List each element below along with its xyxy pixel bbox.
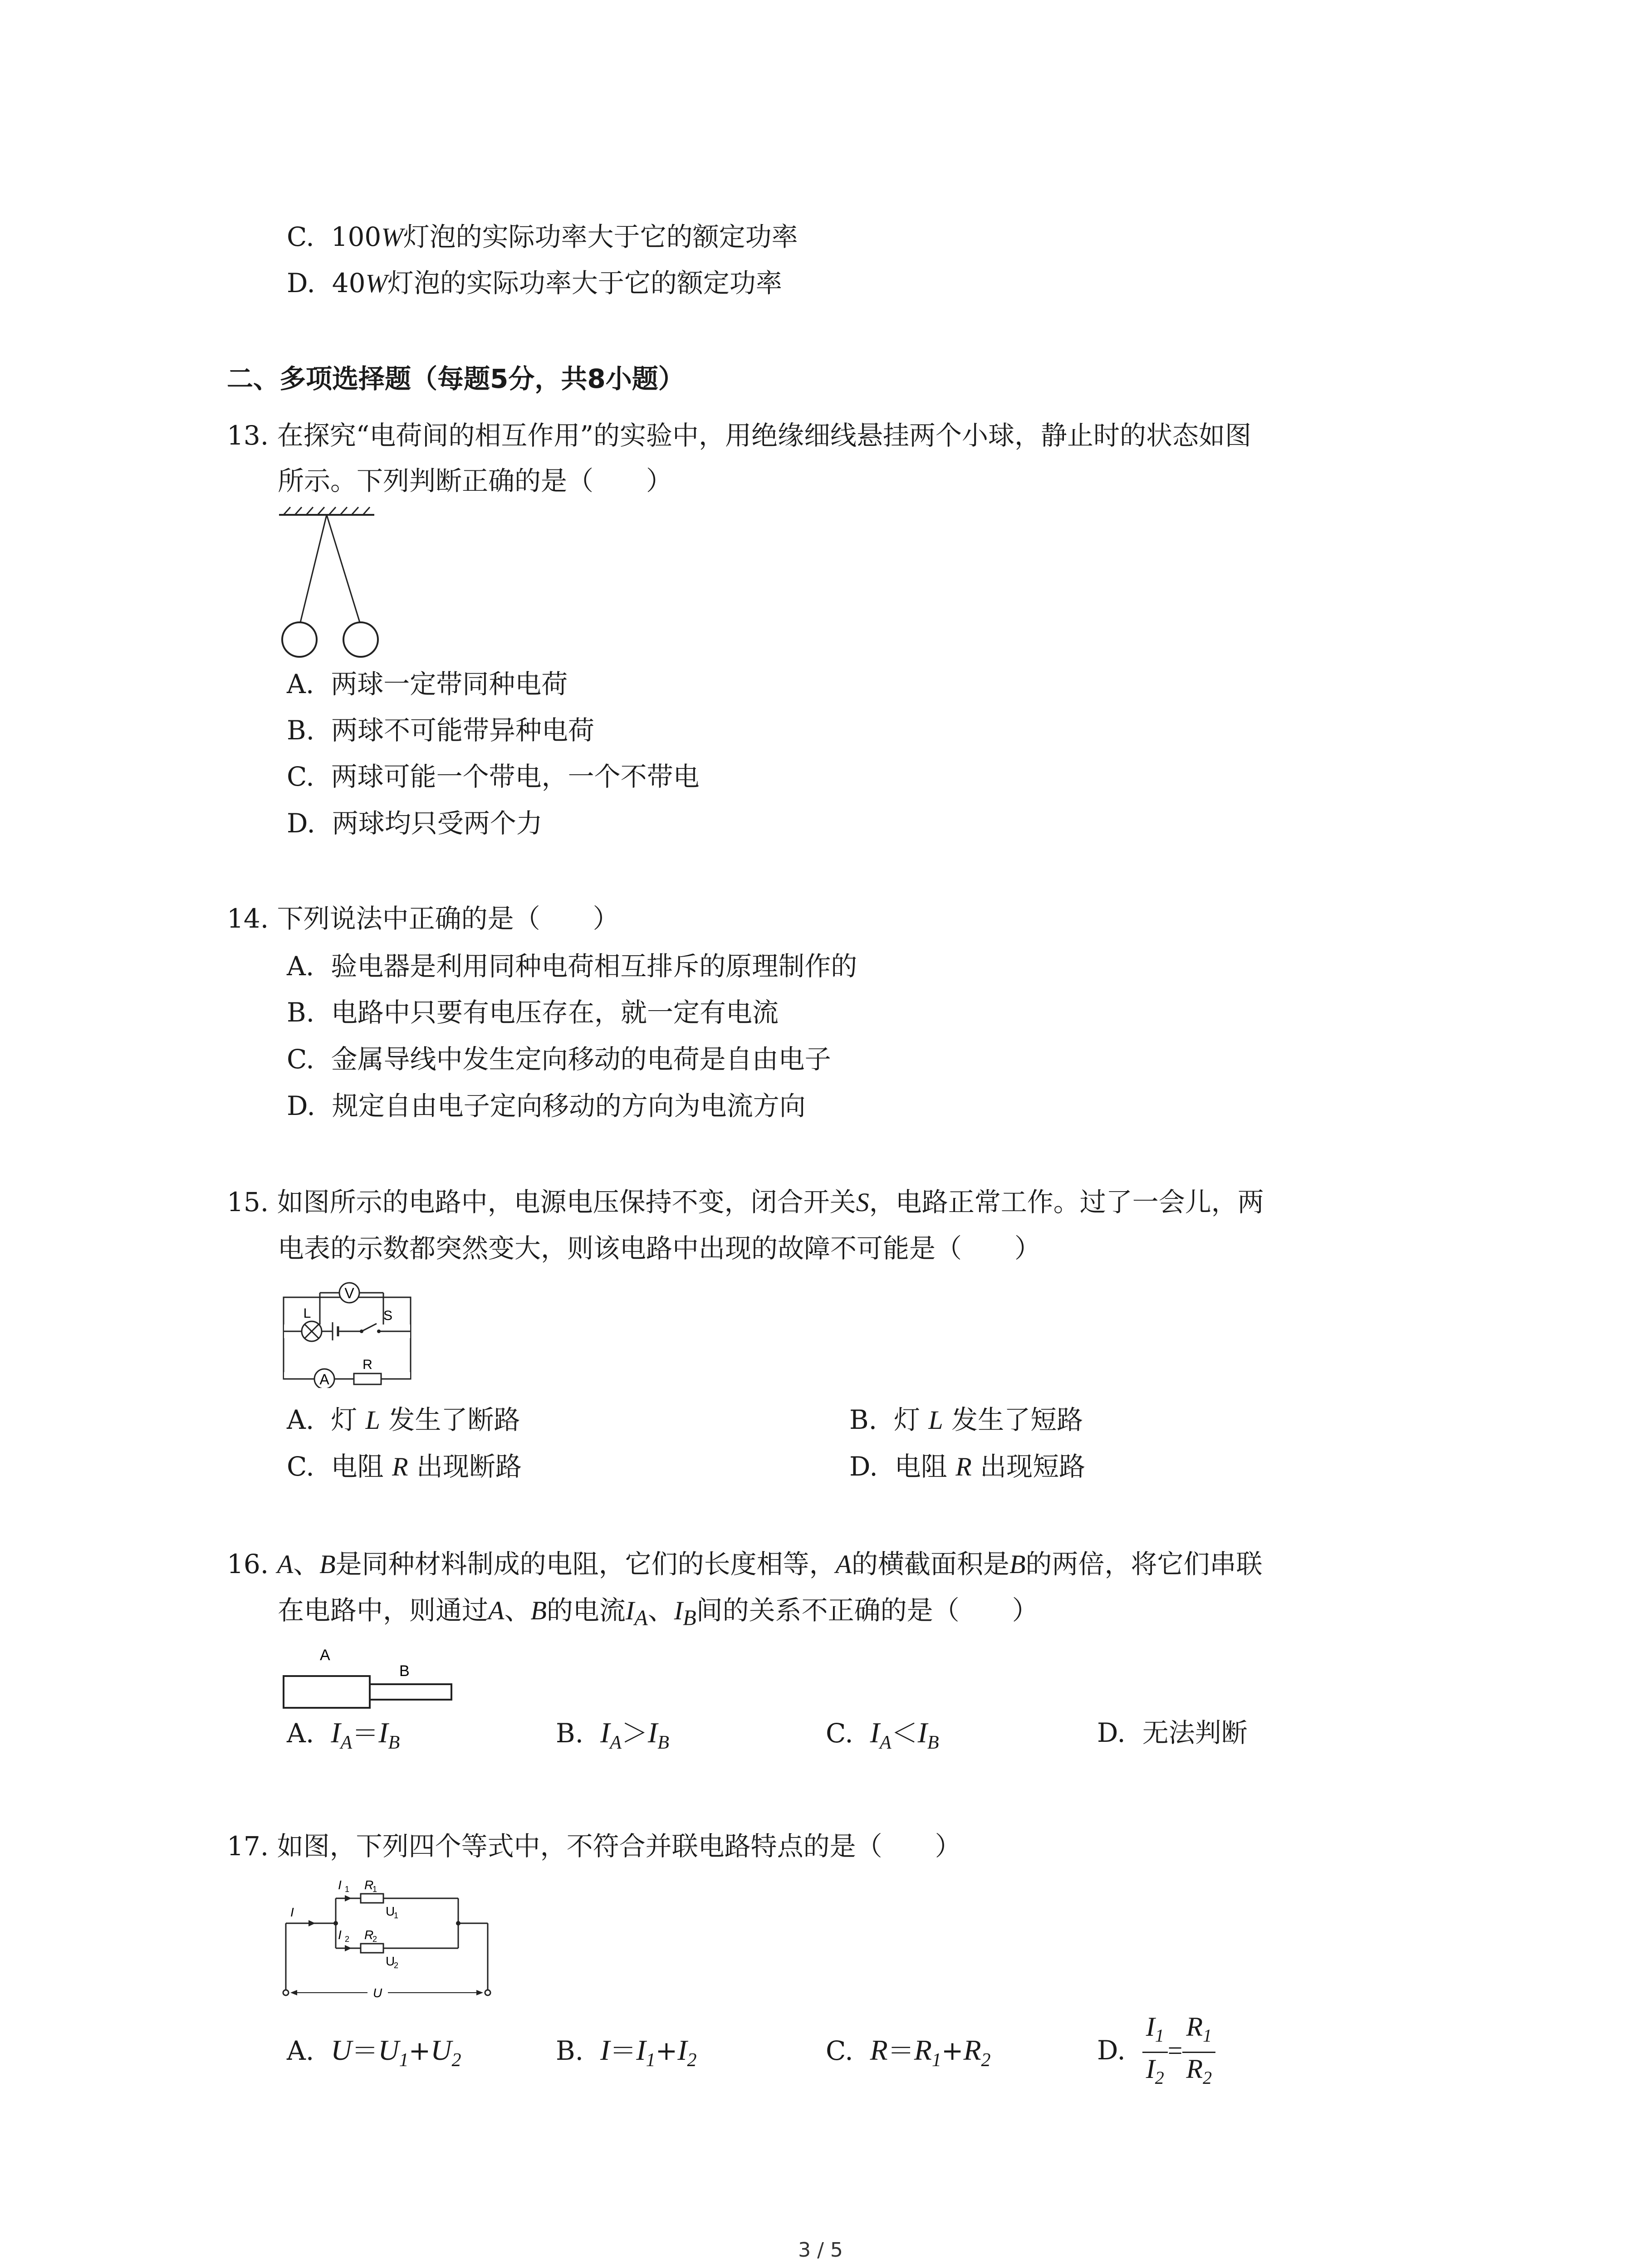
svg-text:B: B xyxy=(399,1662,410,1680)
svg-text:R: R xyxy=(362,1357,372,1372)
q14-option-b[interactable]: B. 电路中只要有电压存在，就一定有电流 xyxy=(287,997,779,1028)
ball-left xyxy=(282,622,317,657)
q13-stem-line1: 13. 在探究“电荷间的相互作用”的实验中，用绝缘细线悬挂两个小球，静止时的状态如图 xyxy=(227,420,1251,451)
q13-option-a[interactable]: A. 两球一定带同种电荷 xyxy=(287,669,568,699)
q17-stem: 17. 如图，下列四个等式中，不符合并联电路特点的是（ ） xyxy=(227,1831,961,1862)
q17-option-a[interactable]: A. $U=U_1+U_2$ xyxy=(287,2034,461,2071)
svg-text:U: U xyxy=(373,1986,382,2000)
q13-option-d[interactable]: D. 两球均只受两个力 xyxy=(287,808,543,839)
q15-circuit-figure xyxy=(279,1275,420,1388)
resistor-icon xyxy=(354,1374,381,1384)
q14-option-a[interactable]: A. 验电器是利用同种电荷相互排斥的原理制作的 xyxy=(287,951,857,982)
svg-text:1: 1 xyxy=(345,1885,350,1894)
q16-option-d[interactable]: D. 无法判断 xyxy=(1097,1717,1248,1748)
q16-stem-line1: 16. A、B是同种材料制成的电阻，它们的长度相等，A的横截面积是B的两倍，将它们串联 xyxy=(227,1549,1263,1579)
q16-stem-line2: 在电路中，则通过A、B的电流$I_A$、$I_B$间的关系不正确的是（ ） xyxy=(278,1595,1038,1630)
q15-stem-line2: 电表的示数都突然变大，则该电路中出现的故障不可能是（ ） xyxy=(278,1233,1041,1264)
svg-text:I: I xyxy=(290,1905,294,1919)
q15-option-b[interactable]: B. 灯 L 发生了短路 xyxy=(849,1404,1083,1435)
fraction-r1-over-r2: $\frac{R_1}{R_2}$ xyxy=(1182,2011,1215,2094)
q13-stem-line2: 所示。下列判断正确的是（ ） xyxy=(278,465,673,496)
q17-option-d[interactable]: D. $\frac{I_1}{I_2}$ = $\frac{R_1}{R_2}$ xyxy=(1097,2009,1215,2094)
prev-option-c: C. 100W灯泡的实际功率大于它的额定功率 xyxy=(287,221,798,252)
prev-option-d: D. 40W灯泡的实际功率大于它的额定功率 xyxy=(287,268,782,298)
svg-text:A: A xyxy=(319,1371,329,1388)
q16-option-a[interactable]: A. $I_A=I_B$ xyxy=(287,1716,400,1753)
q17-option-b[interactable]: B. $I=I_1+I_2$ xyxy=(556,2034,697,2071)
q15-stem-line1: 15. 如图所示的电路中，电源电压保持不变，闭合开关S，电路正常工作。过了一会儿，两 xyxy=(227,1187,1264,1217)
resistor-r1 xyxy=(361,1894,383,1903)
svg-text:U: U xyxy=(386,1954,395,1968)
q15-option-a[interactable]: A. 灯 L 发生了断路 xyxy=(287,1404,520,1435)
svg-text:I: I xyxy=(338,1928,342,1942)
q15-option-d[interactable]: D. 电阻 R 出现短路 xyxy=(849,1451,1086,1482)
q16-resistors-figure xyxy=(279,1642,460,1715)
svg-text:S: S xyxy=(383,1308,393,1323)
section-title: 二、多项选择题（每题5分，共8小题） xyxy=(227,363,685,394)
page-number: 3 / 5 xyxy=(798,2239,843,2262)
q14-stem: 14. 下列说法中正确的是（ ） xyxy=(227,903,619,934)
q14-option-d[interactable]: D. 规定自由电子定向移动的方向为电流方向 xyxy=(287,1090,806,1121)
svg-text:A: A xyxy=(320,1647,330,1664)
svg-text:1: 1 xyxy=(372,1885,377,1894)
svg-text:L: L xyxy=(303,1306,311,1321)
svg-text:2: 2 xyxy=(372,1935,377,1944)
q16-option-b[interactable]: B. $I_A>I_B$ xyxy=(556,1716,669,1753)
resistor-b xyxy=(370,1684,451,1700)
svg-text:2: 2 xyxy=(394,1961,399,1970)
q16-option-c[interactable]: C. $I_A<I_B$ xyxy=(826,1716,939,1753)
svg-text:U: U xyxy=(386,1904,395,1918)
svg-text:R: R xyxy=(364,1928,374,1942)
svg-text:R: R xyxy=(364,1878,374,1892)
fraction-i1-over-i2: $\frac{I_1}{I_2}$ xyxy=(1142,2011,1168,2094)
q13-option-b[interactable]: B. 两球不可能带异种电荷 xyxy=(287,715,594,746)
svg-text:I: I xyxy=(338,1878,342,1892)
q14-option-c[interactable]: C. 金属导线中发生定向移动的电荷是自由电子 xyxy=(287,1044,831,1075)
svg-text:V: V xyxy=(344,1285,354,1301)
q15-option-c[interactable]: C. 电阻 R 出现断路 xyxy=(287,1451,522,1482)
q17-option-c[interactable]: C. $R=R_1+R_2$ xyxy=(826,2034,991,2071)
resistor-a xyxy=(284,1676,370,1708)
resistor-r2 xyxy=(361,1944,383,1953)
q13-pendulum-figure xyxy=(272,503,381,662)
svg-text:2: 2 xyxy=(345,1935,350,1944)
q13-option-c[interactable]: C. 两球可能一个带电，一个不带电 xyxy=(287,761,700,792)
q17-parallel-circuit-figure xyxy=(277,1871,504,2007)
svg-text:1: 1 xyxy=(394,1911,399,1920)
ball-right xyxy=(343,622,378,657)
